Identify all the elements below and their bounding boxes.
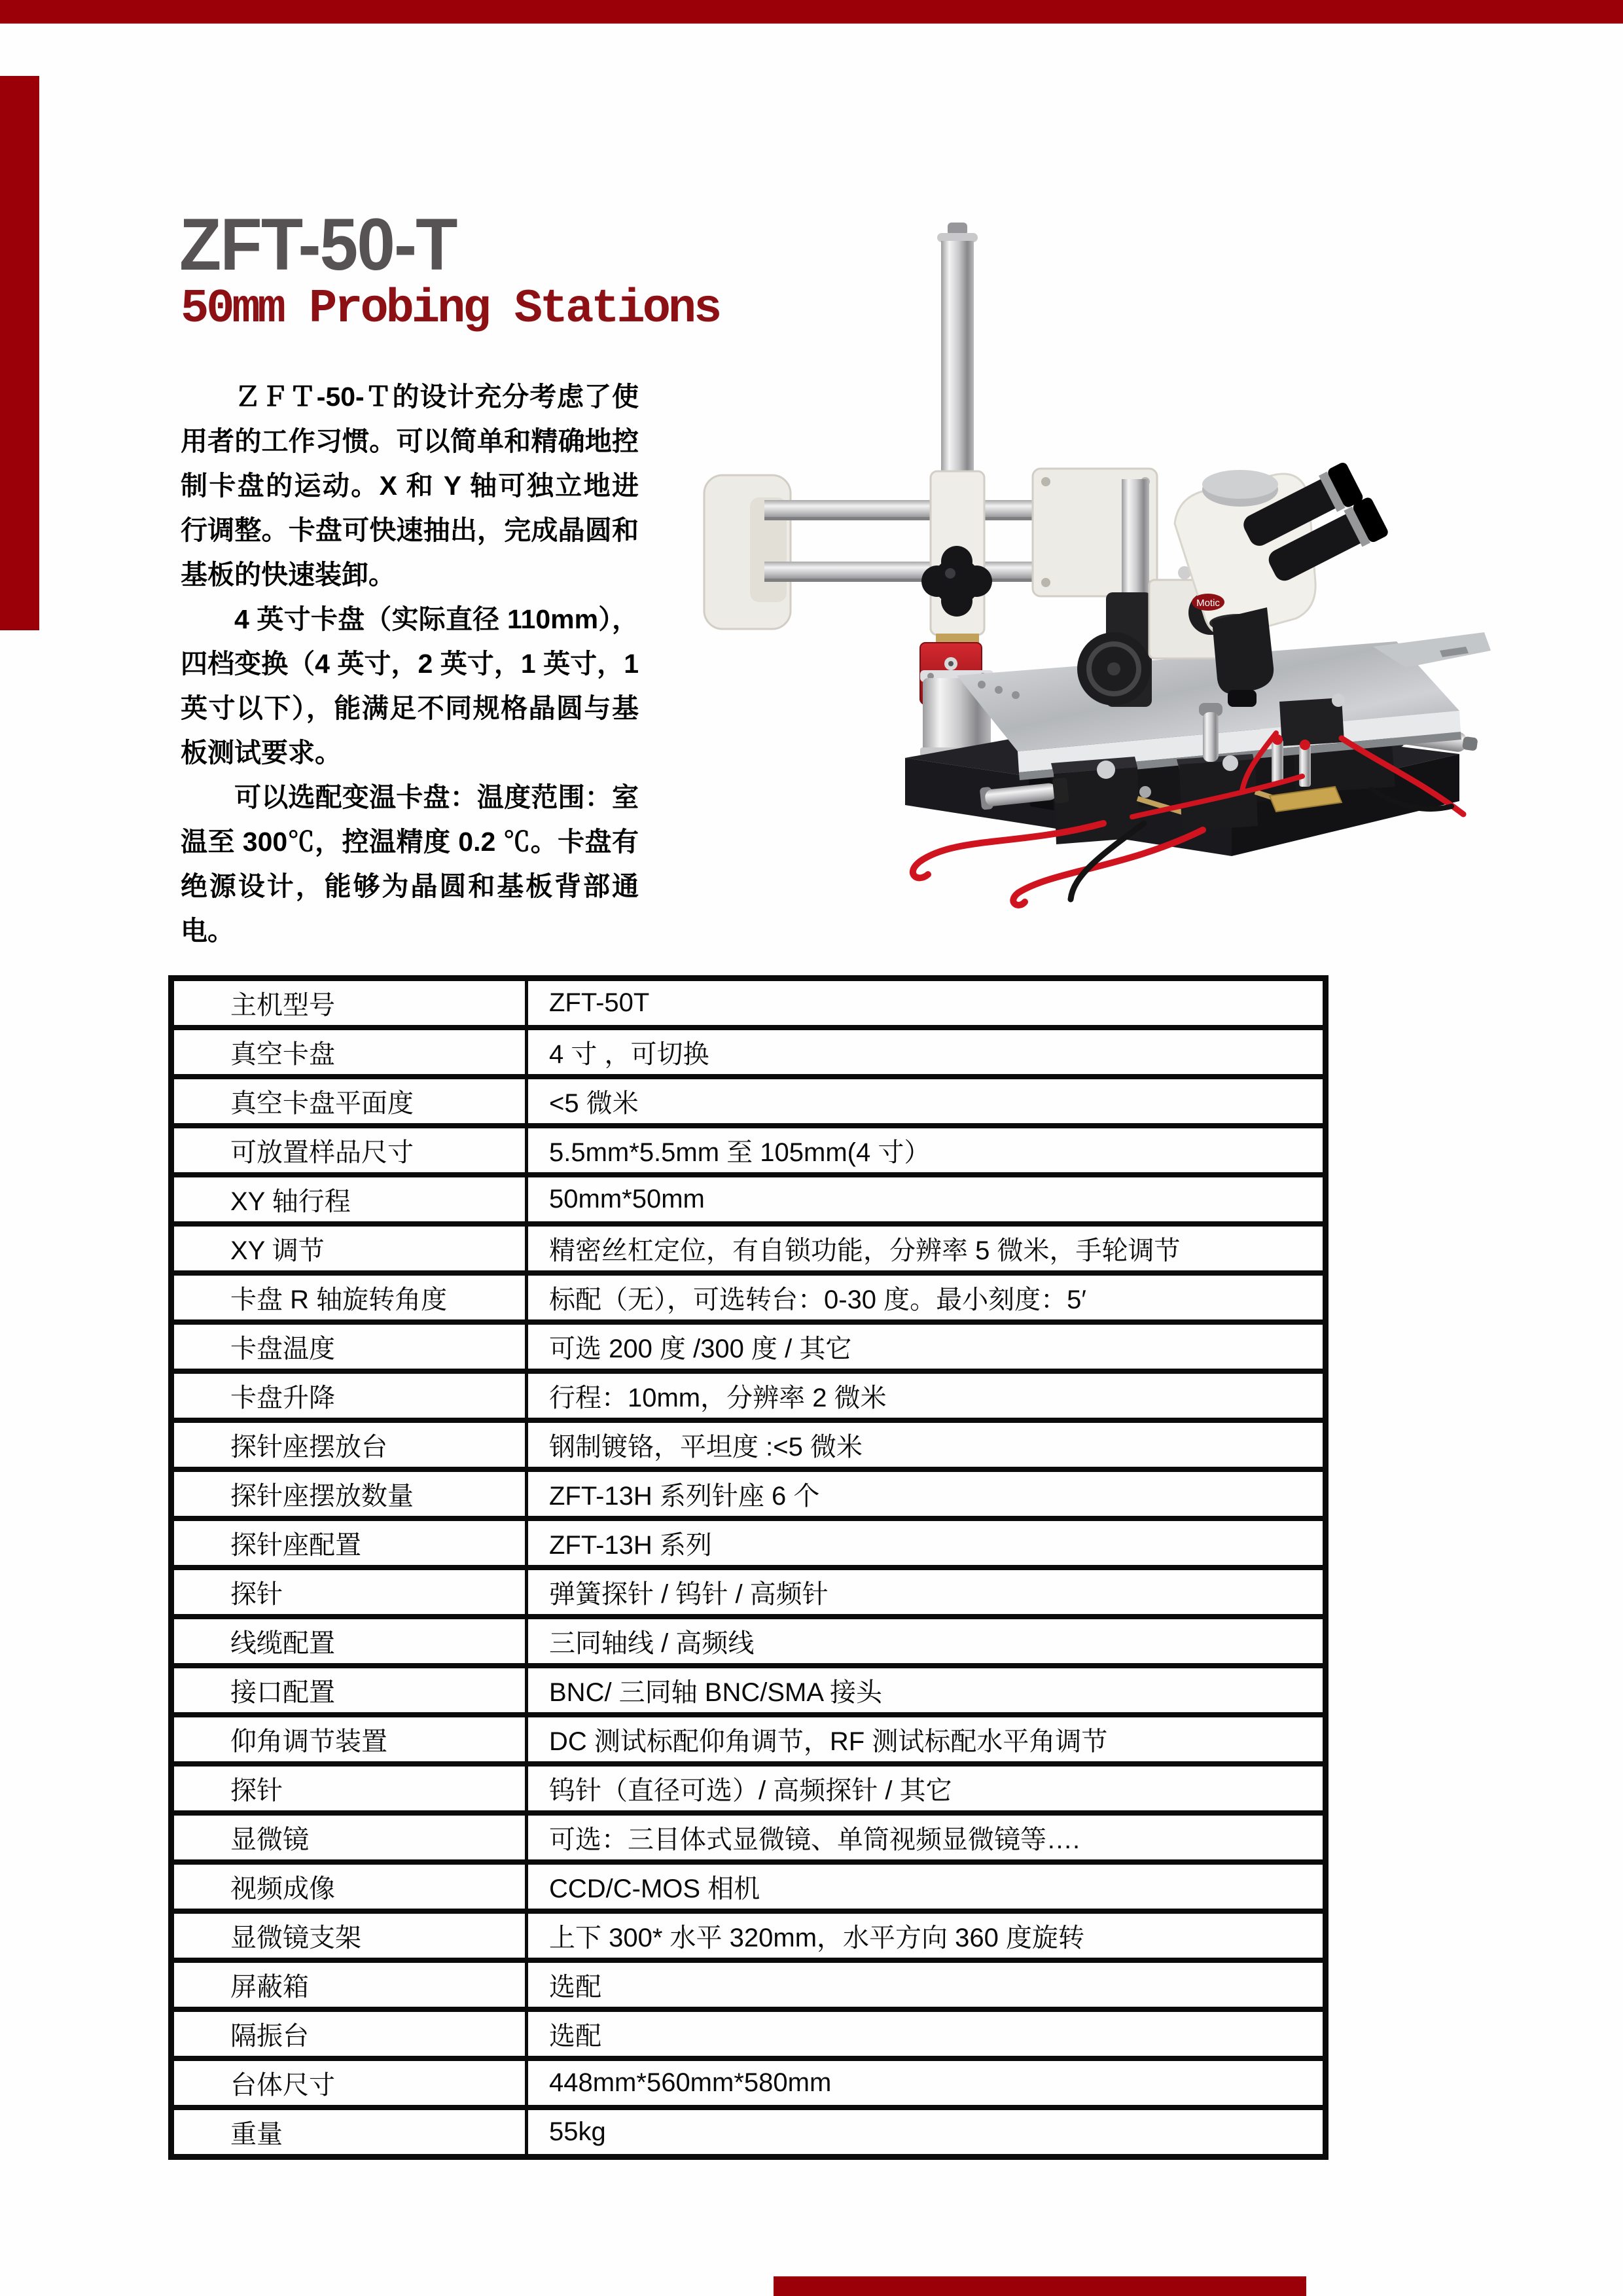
table-row xyxy=(171,1126,1326,1175)
table-row xyxy=(171,1420,1326,1469)
table-row xyxy=(171,1469,1326,1518)
spec-label: 屏蔽箱 xyxy=(171,1960,527,2009)
spec-label: 重量 xyxy=(171,2108,527,2157)
spec-value: CCD/C-MOS 相机 xyxy=(527,1862,1326,1911)
spec-label: 真空卡盘平面度 xyxy=(171,1077,527,1126)
spec-value: 可选：三目体式显微镜、单筒视频显微镜等…. xyxy=(527,1813,1326,1862)
spec-value: 选配 xyxy=(527,1960,1326,2009)
spec-label: 台体尺寸 xyxy=(171,2058,527,2108)
table-row xyxy=(171,1813,1326,1862)
spec-label: 仰角调节装置 xyxy=(171,1715,527,1764)
table-row xyxy=(171,1518,1326,1568)
product-photo xyxy=(687,216,1492,1041)
spec-label: 可放置样品尺寸 xyxy=(171,1126,527,1175)
spec-value: ZFT-13H 系列 xyxy=(527,1518,1326,1568)
intro-paragraph: ＺＦＴ-50-Ｔ的设计充分考虑了使用者的工作习惯。可以简单和精确地控制卡盘的运动。X 和 Y 轴可独立地进行调整。卡盘可快速抽出，完成晶圆和基板的快速装卸。 xyxy=(181,382,639,590)
table-row xyxy=(171,1911,1326,1960)
motic-logo-text: Motic xyxy=(1196,598,1220,609)
spec-label: 卡盘 R 轴旋转角度 xyxy=(171,1273,527,1322)
spec-label: 真空卡盘 xyxy=(171,1028,527,1077)
spec-value: 弹簧探针 / 钨针 / 高频针 xyxy=(527,1568,1326,1617)
spec-label: 卡盘升降 xyxy=(171,1371,527,1420)
table-row xyxy=(171,1666,1326,1715)
spec-value: ZFT-13H 系列针座 6 个 xyxy=(527,1469,1326,1518)
spec-label: 接口配置 xyxy=(171,1666,527,1715)
table-row xyxy=(171,2009,1326,2058)
bottom-accent-bar xyxy=(774,2276,1306,2296)
left-accent-bar xyxy=(0,76,39,630)
table-row xyxy=(171,1960,1326,2009)
table-row xyxy=(171,978,1326,1028)
table-row xyxy=(171,1224,1326,1273)
spec-value: 50mm*50mm xyxy=(527,1175,1326,1224)
table-row xyxy=(171,1273,1326,1322)
spec-label: 显微镜支架 xyxy=(171,1911,527,1960)
spec-value: 精密丝杠定位，有自锁功能，分辨率 5 微米，手轮调节 xyxy=(527,1224,1326,1273)
table-row xyxy=(171,1862,1326,1911)
spec-value: 55kg xyxy=(527,2108,1326,2157)
spec-value: 三同轴线 / 高频线 xyxy=(527,1617,1326,1666)
spec-label: 隔振台 xyxy=(171,2009,527,2058)
spec-table xyxy=(168,975,1329,2160)
table-row xyxy=(171,1322,1326,1371)
spec-value: BNC/ 三同轴 BNC/SMA 接头 xyxy=(527,1666,1326,1715)
spec-label: 显微镜 xyxy=(171,1813,527,1862)
table-row xyxy=(171,2058,1326,2108)
spec-label: 探针 xyxy=(171,1764,527,1813)
intro-paragraph: 可以选配变温卡盘：温度范围：室温至 300℃，控温精度 0.2 ℃。卡盘有绝源设计，能够为晶圆和基板背部通电。 xyxy=(181,782,639,946)
spec-value: 5.5mm*5.5mm 至 105mm(4 寸） xyxy=(527,1126,1326,1175)
spec-value: 4 寸 ，可切换 xyxy=(527,1028,1326,1077)
intro-paragraph: 4 英寸卡盘（实际直径 110mm），四档变换（4 英寸，2 英寸，1 英寸，1 英寸以下），能满足不同规格晶圆与基板测试要求。 xyxy=(181,604,639,768)
spec-value: 标配（无），可选转台：0-30 度。最小刻度：5′ xyxy=(527,1273,1326,1322)
table-row xyxy=(171,2108,1326,2157)
table-row xyxy=(171,1175,1326,1224)
spec-label: XY 轴行程 xyxy=(171,1175,527,1224)
spec-value: 可选 200 度 /300 度 / 其它 xyxy=(527,1322,1326,1371)
page-title: ZFT-50-T xyxy=(179,204,457,285)
spec-label: 探针座配置 xyxy=(171,1518,527,1568)
boom-arm xyxy=(704,469,1157,643)
page-subtitle: 50mm Probing Stations xyxy=(181,282,720,336)
objective-lens xyxy=(1212,607,1274,694)
table-row xyxy=(171,1617,1326,1666)
table-row xyxy=(171,1764,1326,1813)
spec-value: 钨针（直径可选）/ 高频探针 / 其它 xyxy=(527,1764,1326,1813)
table-row xyxy=(171,1715,1326,1764)
table-row xyxy=(171,1028,1326,1077)
table-row xyxy=(171,1568,1326,1617)
spec-value: <5 微米 xyxy=(527,1077,1326,1126)
spec-value: 448mm*560mm*580mm xyxy=(527,2058,1326,2108)
spec-label: 探针 xyxy=(171,1568,527,1617)
spec-label: 探针座摆放数量 xyxy=(171,1469,527,1518)
spec-label: 线缆配置 xyxy=(171,1617,527,1666)
spec-label: 主机型号 xyxy=(171,978,527,1028)
spec-value: ZFT-50T xyxy=(527,978,1326,1028)
top-accent-bar xyxy=(0,0,1623,24)
spec-value: 钢制镀铬，平坦度 :<5 微米 xyxy=(527,1420,1326,1469)
spec-value: 上下 300* 水平 320mm，水平方向 360 度旋转 xyxy=(527,1911,1326,1960)
table-row xyxy=(171,1077,1326,1126)
intro-text xyxy=(181,374,639,953)
table-row xyxy=(171,1371,1326,1420)
spec-label: XY 调节 xyxy=(171,1224,527,1273)
spec-label: 视频成像 xyxy=(171,1862,527,1911)
spec-label: 探针座摆放台 xyxy=(171,1420,527,1469)
spec-value: 行程：10mm，分辨率 2 微米 xyxy=(527,1371,1326,1420)
spec-label: 卡盘温度 xyxy=(171,1322,527,1371)
spec-value: DC 测试标配仰角调节，RF 测试标配水平角调节 xyxy=(527,1715,1326,1764)
spec-value: 选配 xyxy=(527,2009,1326,2058)
